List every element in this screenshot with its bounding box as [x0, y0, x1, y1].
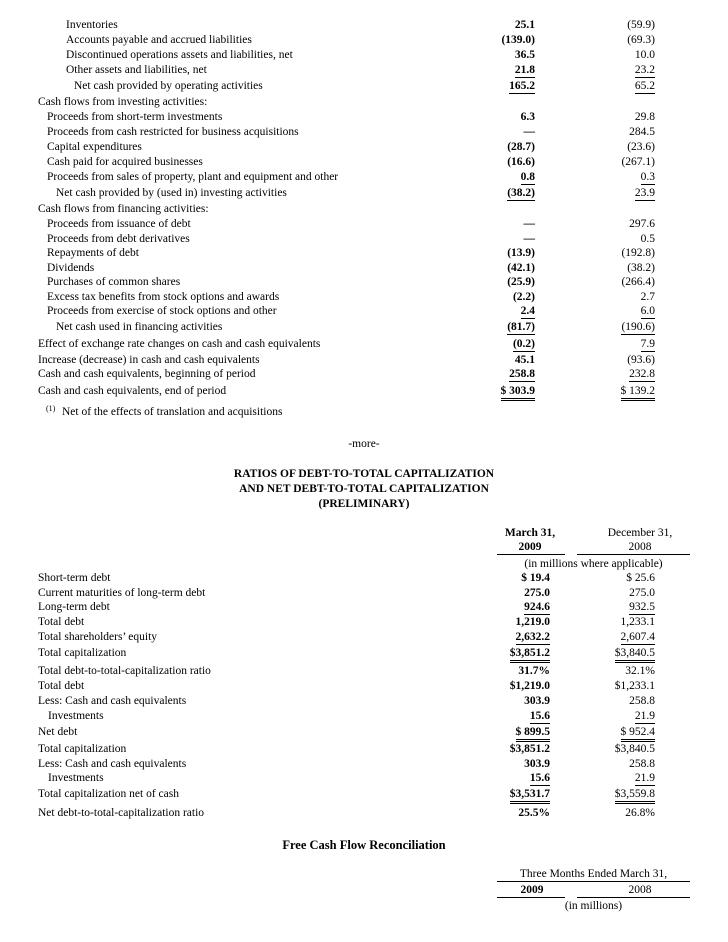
- value-prior: $3,840.5: [614, 743, 655, 755]
- table-row: [0, 275, 728, 289]
- value-prior: 65.2: [634, 80, 655, 92]
- value-prior: 1,233.1: [620, 616, 655, 628]
- value-prior: $3,559.8: [615, 787, 655, 804]
- row-label: Increase (decrease) in cash and cash equivalents: [38, 354, 260, 366]
- value-current: $3,851.2: [510, 646, 550, 663]
- fcf-period-header: Three Months Ended March 31,: [519, 868, 668, 880]
- row-label: Net debt-to-total-capitalization ratio: [38, 807, 205, 819]
- table-row: [0, 320, 728, 334]
- table-row: [0, 155, 728, 169]
- value-current: 275.0: [524, 587, 550, 599]
- value-prior: (190.6): [621, 321, 655, 333]
- row-label: Repayments of debt: [47, 247, 139, 259]
- table-row: [0, 48, 728, 62]
- table-row: [0, 694, 728, 708]
- value-current: 1,219.0: [515, 616, 550, 628]
- row-label: Dividends: [47, 262, 95, 274]
- value-prior: 0.5: [640, 233, 655, 245]
- table-row: [0, 742, 728, 756]
- table-row: [0, 304, 728, 318]
- value-prior: 6.0: [640, 305, 655, 317]
- table-row: [0, 367, 728, 381]
- value-prior: 2,607.4: [620, 631, 655, 643]
- value-prior: 26.8%: [625, 807, 655, 819]
- table-row: [0, 725, 728, 739]
- table-row: [0, 787, 728, 801]
- fcf-year2-rule: [577, 897, 690, 898]
- row-label: Less: Cash and cash equivalents: [38, 758, 187, 770]
- value-prior: 932.5: [629, 601, 655, 613]
- table-row: [0, 186, 728, 200]
- more-marker: [0, 437, 728, 451]
- value-prior: (69.3): [627, 34, 655, 46]
- table-row: [0, 806, 728, 820]
- value-prior: 0.3: [640, 171, 655, 183]
- table-row: [0, 571, 728, 585]
- table-row: [0, 290, 728, 304]
- table-row: [0, 615, 728, 629]
- value-prior: (267.1): [621, 156, 655, 168]
- more-text: -more-: [348, 438, 380, 450]
- row-label: Cash flows from investing activities:: [38, 96, 208, 108]
- ratios-title-line-3: (PRELIMINARY): [318, 498, 410, 510]
- value-prior: (23.6): [627, 141, 655, 153]
- col1-header-line-1: March 31, December 31,: [0, 526, 728, 540]
- row-label: Excess tax benefits from stock options and awards: [47, 291, 280, 303]
- row-label: Investments: [48, 772, 104, 784]
- row-label: Short-term debt: [38, 572, 111, 584]
- fcf-years: [0, 883, 728, 897]
- table-row: [0, 586, 728, 600]
- row-label: Discontinued operations assets and liabilities, net: [66, 49, 293, 61]
- col1-header-rule: [497, 554, 565, 555]
- col-headers-line-2: [0, 540, 728, 554]
- value-prior: 232.8: [629, 368, 655, 380]
- row-label: Cash flows from financing activities:: [38, 203, 209, 215]
- table-row: [0, 261, 728, 275]
- row-label: Net cash provided by (used in) investing activities: [56, 187, 287, 199]
- row-label: Proceeds from short-term investments: [47, 111, 223, 123]
- value-current: 6.3: [520, 111, 535, 123]
- row-label: Accounts payable and accrued liabilities: [66, 34, 252, 46]
- row-label: Other assets and liabilities, net: [66, 64, 207, 76]
- row-label: Total capitalization net of cash: [38, 788, 179, 800]
- value-current: (16.6): [507, 156, 535, 168]
- value-current: 25.1: [514, 19, 535, 31]
- value-prior: (59.9): [627, 19, 655, 31]
- row-label: Total debt-to-total-capitalization ratio: [38, 665, 211, 677]
- table-row: [0, 95, 728, 109]
- col2-header-rule: [577, 554, 690, 555]
- value-prior: 258.8: [629, 695, 655, 707]
- col2-header-line-1: December 31,: [607, 527, 673, 539]
- value-current: 25.5%: [518, 807, 550, 819]
- table-row: [0, 202, 728, 216]
- value-current: (81.7): [507, 321, 535, 333]
- row-label: Capital expenditures: [47, 141, 142, 153]
- value-current: 2.4: [520, 305, 535, 317]
- table-row: [0, 384, 728, 398]
- table-row: [0, 709, 728, 723]
- value-prior: 21.9: [634, 710, 655, 722]
- value-prior: 23.2: [634, 64, 655, 76]
- fcf-period-rule: [497, 881, 690, 882]
- value-current: 303.9: [524, 758, 550, 770]
- row-label: Proceeds from exercise of stock options and other: [47, 305, 277, 317]
- value-current: (2.2): [512, 291, 535, 303]
- row-label: Current maturities of long-term debt: [38, 587, 206, 599]
- table-row: [0, 232, 728, 246]
- units-note: (in millions where applicable): [524, 558, 663, 570]
- value-prior: $3,840.5: [615, 646, 655, 663]
- value-current: 2,632.2: [515, 631, 550, 643]
- value-current: 303.9: [524, 695, 550, 707]
- value-current: —: [523, 126, 535, 138]
- value-prior: 7.9: [640, 338, 655, 350]
- value-prior: (266.4): [621, 276, 655, 288]
- row-label: Total capitalization: [38, 647, 127, 659]
- table-row: [0, 217, 728, 231]
- table-row: [0, 337, 728, 351]
- fcf-units: (in millions): [564, 900, 623, 912]
- row-label: Long-term debt: [38, 601, 110, 613]
- fcf-year-1: 2009: [520, 884, 544, 896]
- col2-header-year: 2008: [628, 541, 652, 553]
- row-label: Investments: [48, 710, 104, 722]
- value-current: $ 899.5: [516, 725, 551, 742]
- row-label: Net cash provided by operating activities: [74, 80, 263, 92]
- value-prior: (93.6): [627, 354, 655, 366]
- table-row: [0, 679, 728, 693]
- table-row: [0, 353, 728, 367]
- table-row: [0, 140, 728, 154]
- value-current: 0.8: [520, 171, 535, 183]
- value-current: (0.2): [512, 338, 535, 350]
- row-label: Inventories: [66, 19, 118, 31]
- value-prior: 2.7: [640, 291, 655, 303]
- value-prior: 10.0: [634, 49, 655, 61]
- row-label: Total debt: [38, 680, 85, 692]
- value-current: 15.6: [529, 710, 550, 722]
- value-prior: 284.5: [629, 126, 655, 138]
- value-current: $3,531.7: [510, 787, 550, 804]
- row-label: Net debt: [38, 726, 78, 738]
- value-prior: $ 952.4: [621, 725, 656, 742]
- row-label: Proceeds from sales of property, plant and equipment and other: [47, 171, 339, 183]
- value-current: —: [523, 233, 535, 245]
- value-current: $ 19.4: [521, 572, 550, 584]
- row-label: Total debt: [38, 616, 85, 628]
- value-prior: 21.9: [634, 772, 655, 784]
- value-current: 45.1: [514, 354, 535, 366]
- row-label: Proceeds from cash restricted for business acquisitions: [47, 126, 299, 138]
- table-row: [0, 246, 728, 260]
- value-current: 31.7%: [518, 665, 550, 677]
- value-current: (13.9): [507, 247, 535, 259]
- table-row: [0, 630, 728, 644]
- value-current: $3,851.2: [509, 743, 550, 755]
- value-current: $ 303.9: [501, 384, 536, 401]
- row-label: Cash and cash equivalents, end of period: [38, 385, 227, 397]
- value-current: (42.1): [507, 262, 535, 274]
- value-current: 924.6: [524, 601, 550, 613]
- row-label: Net cash used in financing activities: [56, 321, 223, 333]
- row-label: Proceeds from debt derivatives: [47, 233, 190, 245]
- fcf-year1-rule: [497, 897, 565, 898]
- table-row: [0, 600, 728, 614]
- value-prior: 297.6: [629, 218, 655, 230]
- table-row: [0, 33, 728, 47]
- value-prior: $1,233.1: [614, 680, 655, 692]
- value-current: (139.0): [501, 34, 535, 46]
- value-current: (28.7): [507, 141, 535, 153]
- table-row: [0, 125, 728, 139]
- table-row: [0, 664, 728, 678]
- fcf-title: Free Cash Flow Reconciliation: [282, 838, 446, 852]
- value-prior: $ 25.6: [626, 572, 655, 584]
- table-row: [0, 757, 728, 771]
- value-prior: 23.9: [634, 187, 655, 199]
- value-current: (38.2): [507, 187, 535, 199]
- value-prior: 258.8: [629, 758, 655, 770]
- value-prior: $ 139.2: [621, 384, 656, 401]
- row-label: Purchases of common shares: [47, 276, 181, 288]
- value-current: $1,219.0: [509, 680, 550, 692]
- table-row: [0, 771, 728, 785]
- table-row: [0, 63, 728, 77]
- value-current: (25.9): [507, 276, 535, 288]
- col1-header-year: 2009: [518, 541, 542, 553]
- value-prior: (38.2): [627, 262, 655, 274]
- table-row: [0, 79, 728, 93]
- value-current: 165.2: [509, 80, 535, 92]
- value-current: 21.8: [514, 64, 535, 76]
- row-label: Proceeds from issuance of debt: [47, 218, 191, 230]
- ratios-title-line-2: AND NET DEBT-TO-TOTAL CAPITALIZATION: [239, 483, 489, 495]
- footnote-text: Net of the effects of translation and acquisitions: [62, 406, 283, 418]
- row-label: Total shareholders’ equity: [38, 631, 158, 643]
- table-row: [0, 110, 728, 124]
- value-current: 36.5: [514, 49, 535, 61]
- row-label: Cash paid for acquired businesses: [47, 156, 203, 168]
- ratios-title-line-1: RATIOS OF DEBT-TO-TOTAL CAPITALIZATION: [233, 468, 495, 480]
- row-label: Total capitalization: [38, 743, 127, 755]
- table-row: [0, 170, 728, 184]
- fcf-year-2: 2008: [628, 884, 652, 896]
- value-prior: 275.0: [629, 587, 655, 599]
- row-label: Cash and cash equivalents, beginning of period: [38, 368, 256, 380]
- footnote-marker: (1): [46, 404, 56, 413]
- value-prior: (192.8): [621, 247, 655, 259]
- value-current: —: [523, 218, 535, 230]
- table-row: [0, 646, 728, 660]
- value-current: 258.8: [509, 368, 535, 380]
- value-prior: 29.8: [634, 111, 655, 123]
- row-label: Less: Cash and cash equivalents: [38, 695, 187, 707]
- table-row: [0, 18, 728, 32]
- value-current: 15.6: [529, 772, 550, 784]
- footnote: [0, 405, 728, 419]
- value-prior: 32.1%: [625, 665, 655, 677]
- row-label: Effect of exchange rate changes on cash and cash equivalents: [38, 338, 321, 350]
